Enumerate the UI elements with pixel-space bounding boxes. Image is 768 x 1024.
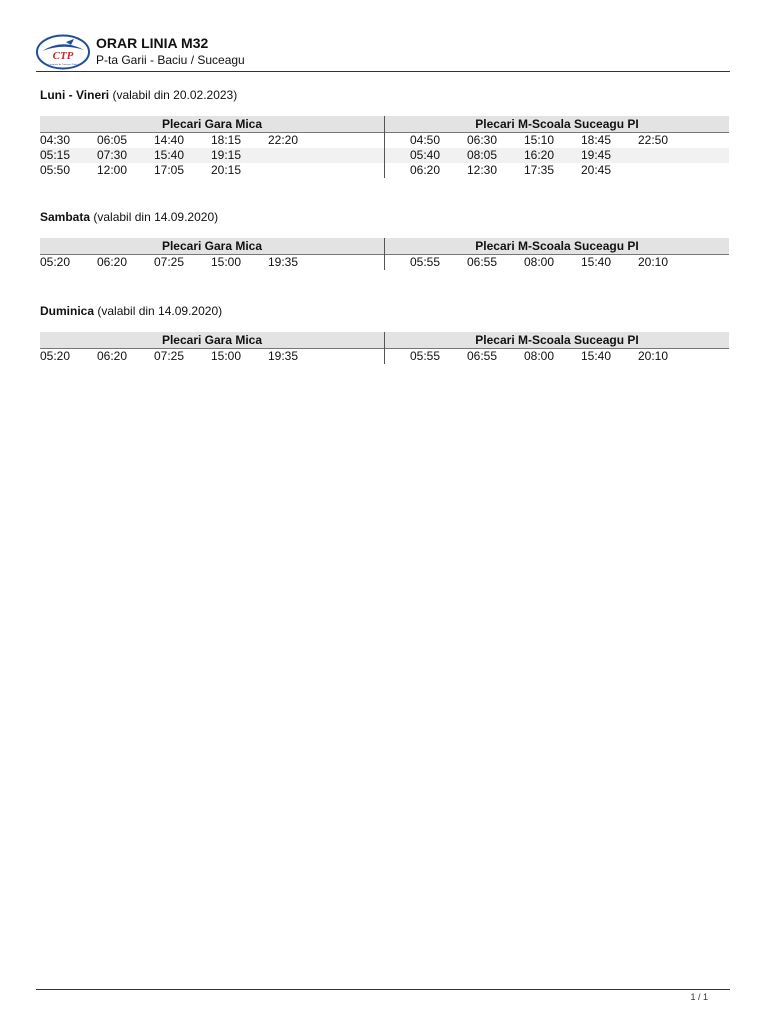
- departure-time: 15:00: [211, 255, 242, 269]
- table-row: [40, 148, 384, 163]
- departure-time: 12:00: [97, 163, 128, 177]
- departure-time: 08:00: [524, 255, 555, 269]
- departure-time: 19:45: [581, 148, 612, 162]
- column-header: Plecari M-Scoala Suceagu PI: [385, 332, 729, 349]
- departure-time: 15:40: [581, 349, 612, 363]
- page-title: ORAR LINIA M32: [96, 35, 209, 51]
- departure-time: 05:50: [40, 163, 71, 177]
- departure-time: 05:15: [40, 148, 71, 162]
- timetable-right-half: [384, 116, 729, 178]
- section-title: [40, 304, 728, 320]
- section-title: [40, 210, 728, 226]
- departure-time: 15:40: [581, 255, 612, 269]
- departure-time: 19:15: [211, 148, 242, 162]
- table-row: [385, 163, 729, 178]
- departure-time: 06:20: [410, 163, 441, 177]
- departure-time: 06:20: [97, 255, 128, 269]
- logo-tagline: Compania de Transport Public: [48, 64, 78, 66]
- route-subtitle: P-ta Garii - Baciu / Suceagu: [96, 53, 245, 67]
- departure-time: 15:10: [524, 133, 555, 147]
- table-row: [40, 349, 384, 364]
- departure-time: 06:55: [467, 255, 498, 269]
- section-title: [40, 88, 728, 104]
- departure-time: 08:05: [467, 148, 498, 162]
- table-row: [385, 255, 729, 270]
- departure-time: 19:35: [268, 349, 299, 363]
- timetable-right-half: [384, 238, 729, 270]
- departure-time: 15:40: [154, 148, 185, 162]
- schedule-section: [40, 88, 728, 177]
- timetable-right-half: [384, 332, 729, 364]
- logo-text: CTP: [52, 50, 74, 62]
- departure-time: 04:50: [410, 133, 441, 147]
- departure-time: 07:25: [154, 255, 185, 269]
- departure-time: 06:20: [97, 349, 128, 363]
- departure-time: 05:55: [410, 255, 441, 269]
- departure-time: 05:40: [410, 148, 441, 162]
- timetable-left-half: [40, 116, 384, 178]
- departure-time: 17:35: [524, 163, 555, 177]
- timetable-left-half: [40, 238, 384, 270]
- departure-time: 22:50: [638, 133, 669, 147]
- column-header: Plecari Gara Mica: [40, 116, 384, 133]
- departure-time: 06:05: [97, 133, 128, 147]
- departure-time: 15:00: [211, 349, 242, 363]
- table-row: [40, 163, 384, 178]
- departure-time: 06:55: [467, 349, 498, 363]
- departure-time: 12:30: [467, 163, 498, 177]
- validity-note: (valabil din 20.02.2023): [112, 88, 238, 102]
- departure-time: 18:15: [211, 133, 242, 147]
- page-number: 1 / 1: [690, 992, 708, 1002]
- table-row: [40, 133, 384, 148]
- ctp-logo: [36, 34, 90, 70]
- departure-time: 19:35: [268, 255, 299, 269]
- departure-time: 17:05: [154, 163, 185, 177]
- table-row: [40, 255, 384, 270]
- footer-divider: [36, 989, 730, 990]
- column-header: Plecari M-Scoala Suceagu PI: [385, 116, 729, 133]
- schedule-section: [40, 304, 728, 363]
- day-type: Duminica: [40, 304, 95, 318]
- column-header: Plecari M-Scoala Suceagu PI: [385, 238, 729, 255]
- table-row: [385, 349, 729, 364]
- departure-time: 20:15: [211, 163, 242, 177]
- departure-time: 04:30: [40, 133, 71, 147]
- schedule-section: [40, 210, 728, 269]
- departure-time: 05:20: [40, 255, 71, 269]
- departure-time: 20:10: [638, 349, 669, 363]
- timetable-left-half: [40, 332, 384, 364]
- departure-time: 14:40: [154, 133, 185, 147]
- header-divider: [36, 71, 730, 72]
- departure-time: 06:30: [467, 133, 498, 147]
- column-header: Plecari Gara Mica: [40, 238, 384, 255]
- day-type: Sambata: [40, 210, 91, 224]
- departure-time: 07:25: [154, 349, 185, 363]
- departure-time: 08:00: [524, 349, 555, 363]
- column-header: Plecari Gara Mica: [40, 332, 384, 349]
- departure-time: 16:20: [524, 148, 555, 162]
- departure-time: 07:30: [97, 148, 128, 162]
- departure-time: 22:20: [268, 133, 299, 147]
- departure-time: 20:10: [638, 255, 669, 269]
- departure-time: 05:55: [410, 349, 441, 363]
- validity-note: (valabil din 14.09.2020): [97, 304, 223, 318]
- departure-time: 18:45: [581, 133, 612, 147]
- table-row: [385, 148, 729, 163]
- departure-time: 20:45: [581, 163, 612, 177]
- departure-time: 05:20: [40, 349, 71, 363]
- day-type: Luni - Vineri: [40, 88, 110, 102]
- table-row: [385, 133, 729, 148]
- page-header: [36, 32, 730, 72]
- validity-note: (valabil din 14.09.2020): [93, 210, 219, 224]
